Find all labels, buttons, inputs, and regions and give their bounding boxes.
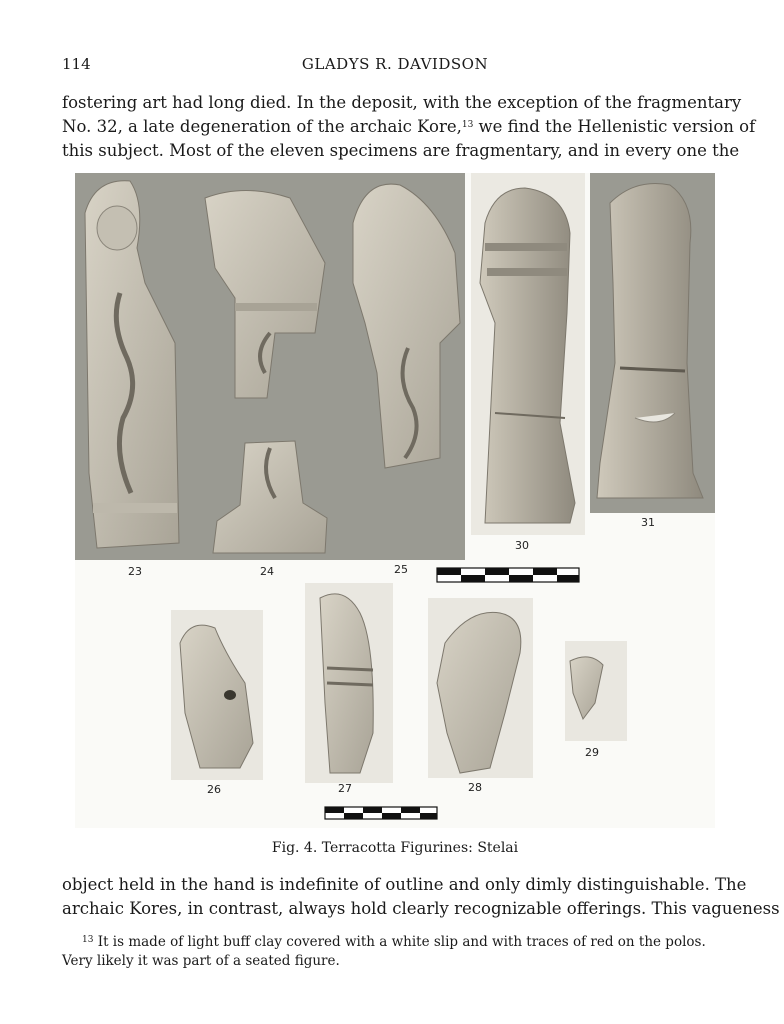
figurine-24-lower bbox=[213, 441, 327, 553]
footnote-marker: 13 bbox=[82, 935, 94, 945]
text-line: fostering art had long died. In the deposit, with the exception of the fragmentary bbox=[62, 93, 742, 112]
figure-label-28: 28 bbox=[468, 781, 482, 794]
scale-bar-upper bbox=[437, 568, 579, 582]
body-paragraph-top bbox=[62, 91, 756, 163]
text-line bbox=[62, 115, 756, 139]
figure-label-24: 24 bbox=[260, 565, 274, 578]
figure-label-27: 27 bbox=[338, 782, 352, 795]
figure-label-23: 23 bbox=[128, 565, 142, 578]
running-head: GLADYS R. DAVIDSON bbox=[301, 55, 489, 73]
figure-label-25: 25 bbox=[394, 563, 408, 576]
figurines-illustration bbox=[75, 173, 715, 828]
text-line: this subject. Most of the eleven specimens are fragmentary, and in every one the bbox=[62, 141, 740, 160]
scale-bar-lower bbox=[325, 807, 437, 819]
figure-label-26: 26 bbox=[207, 783, 221, 796]
figure-plate bbox=[75, 173, 715, 828]
figurine-24-upper bbox=[205, 191, 325, 399]
footnote bbox=[62, 933, 728, 971]
figurine-25 bbox=[353, 184, 460, 468]
page-number: 114 bbox=[62, 55, 91, 73]
figure-label-30: 30 bbox=[515, 539, 529, 552]
figurine-30 bbox=[480, 188, 575, 523]
footnote-line bbox=[62, 933, 728, 952]
figurine-23 bbox=[85, 181, 179, 548]
text-fragment: we find the Hellenistic version of bbox=[473, 117, 756, 136]
text-line: object held in the hand is indefinite of outline and only dimly distinguishable. The bbox=[62, 875, 747, 894]
text-line: archaic Kores, in contrast, always hold clearly recognizable offerings. This vagueness bbox=[62, 899, 780, 918]
figure-caption: Fig. 4. Terracotta Figurines: Stelai bbox=[271, 840, 519, 856]
figure-label-31: 31 bbox=[641, 516, 655, 529]
footnote-text: It is made of light buff clay covered with a white slip and with traces of red on the polos. bbox=[93, 934, 706, 950]
page-header bbox=[62, 55, 728, 79]
footnote-reference[interactable]: 13 bbox=[461, 120, 474, 130]
footnote-line: Very likely it was part of a seated figure. bbox=[62, 953, 340, 969]
text-fragment: No. 32, a late degeneration of the archaic Kore, bbox=[62, 117, 462, 136]
body-paragraph-bottom bbox=[62, 873, 780, 921]
figure-label-29: 29 bbox=[585, 746, 599, 759]
